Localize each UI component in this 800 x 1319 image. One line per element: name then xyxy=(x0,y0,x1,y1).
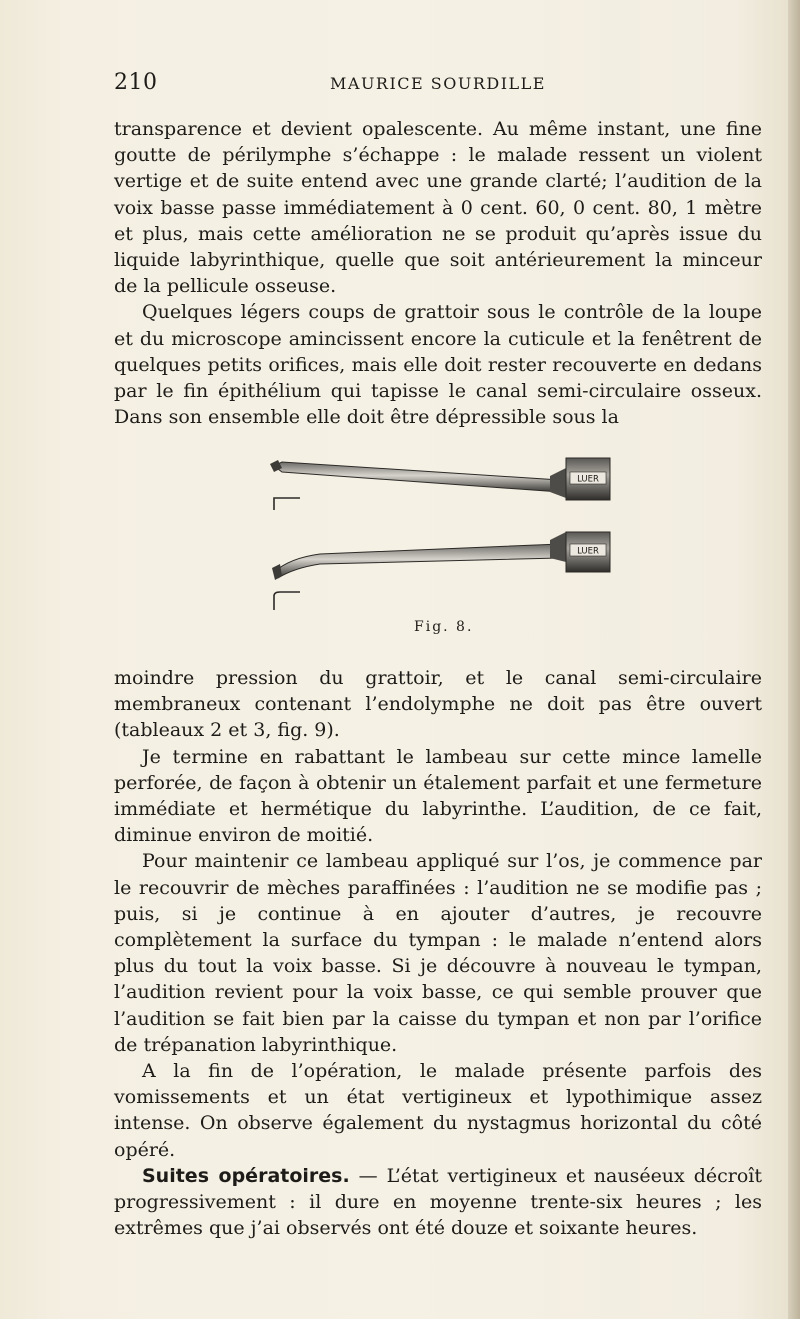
figure-8 xyxy=(260,450,620,640)
profile-mark-bottom xyxy=(274,592,300,610)
text-block-bottom xyxy=(114,665,762,1241)
paragraph: moindre pression du grattoir, et le canal semi-circulaire membraneux contenant l’endolymphe ne doit pas être ouvert (tableaux 2 et 3, fig. 9). xyxy=(114,667,762,742)
paragraph-text: — L’état vertigineux et nauséeux décroît progressivement : il dure en moyenne trente-six heures ; les extrêmes que j’ai observés ont été douze et soixante heures. xyxy=(114,1164,762,1240)
paragraph: Pour maintenir ce lambeau appliqué sur l’os, je commence par le recouvrir de mèches paraffinées : l’audition ne se modifie pas ; puis, si je continue à en ajouter d’autres, je recouvre complètement la surface du tympan : le malade n’entend alors plus du tout la voix basse. Si je découvre à nouveau le tympan, l’audition revient pour la voix basse, ce qui semble prouver que l’audition se fait bien par la caisse du tympan et non par l’orifice de trépanation labyrinthique. xyxy=(114,850,762,1056)
figure-caption: Fig. 8. xyxy=(414,619,474,635)
curettes-illustration xyxy=(260,450,620,620)
paragraph: transparence et devient opalescente. Au même instant, une fine goutte de périlymphe s’échappe : le malade ressent un violent vertige et de suite entend avec une grande clarté; l’audition de la voix basse passe immédiatement à 0 cent. 60, 0 cent. 80, 1 mètre et plus, mais cette amélioration ne se produit qu’après issue du liquide labyrinthique, quelle que soit antérieurement la minceur de la pellicule osseuse. xyxy=(114,118,762,298)
text-block-top xyxy=(114,116,762,430)
profile-mark-top xyxy=(274,498,300,510)
page-number: 210 xyxy=(114,70,158,95)
paragraph: A la fin de l’opération, le malade présente parfois des vomissements et un état vertigineux et lypothimique assez intense. On observe également du nystagmus horizontal du côté opéré. xyxy=(114,1060,762,1161)
curette-top xyxy=(270,458,610,500)
instrument-label-top: LUER xyxy=(577,474,599,485)
section-run-in-heading: Suites opératoires. xyxy=(142,1164,350,1187)
page-header xyxy=(114,70,762,100)
paragraph: Je termine en rabattant le lambeau sur cette mince lamelle perforée, de façon à obtenir un étalement parfait et une fermeture immédiate et hermétique du labyrinthe. L’audition, de ce fait, diminue environ de moitié. xyxy=(114,745,762,847)
paragraph: Quelques légers coups de grattoir sous le contrôle de la loupe et du microscope amincissent encore la cuticule et la fenêtrent de quelques petits orifices, mais elle doit rester recouverte en dedans par le fin épithélium qui tapisse le canal semi-circulaire osseux. Dans son ensemble elle doit être dépressible sous la xyxy=(114,301,762,429)
running-head: MAURICE SOURDILLE xyxy=(330,74,546,93)
paragraph-suites-operatoires xyxy=(114,1163,762,1242)
instrument-label-bottom: LUER xyxy=(577,546,599,557)
curette-bottom xyxy=(272,532,610,580)
page-edge-shadow xyxy=(788,0,800,1319)
